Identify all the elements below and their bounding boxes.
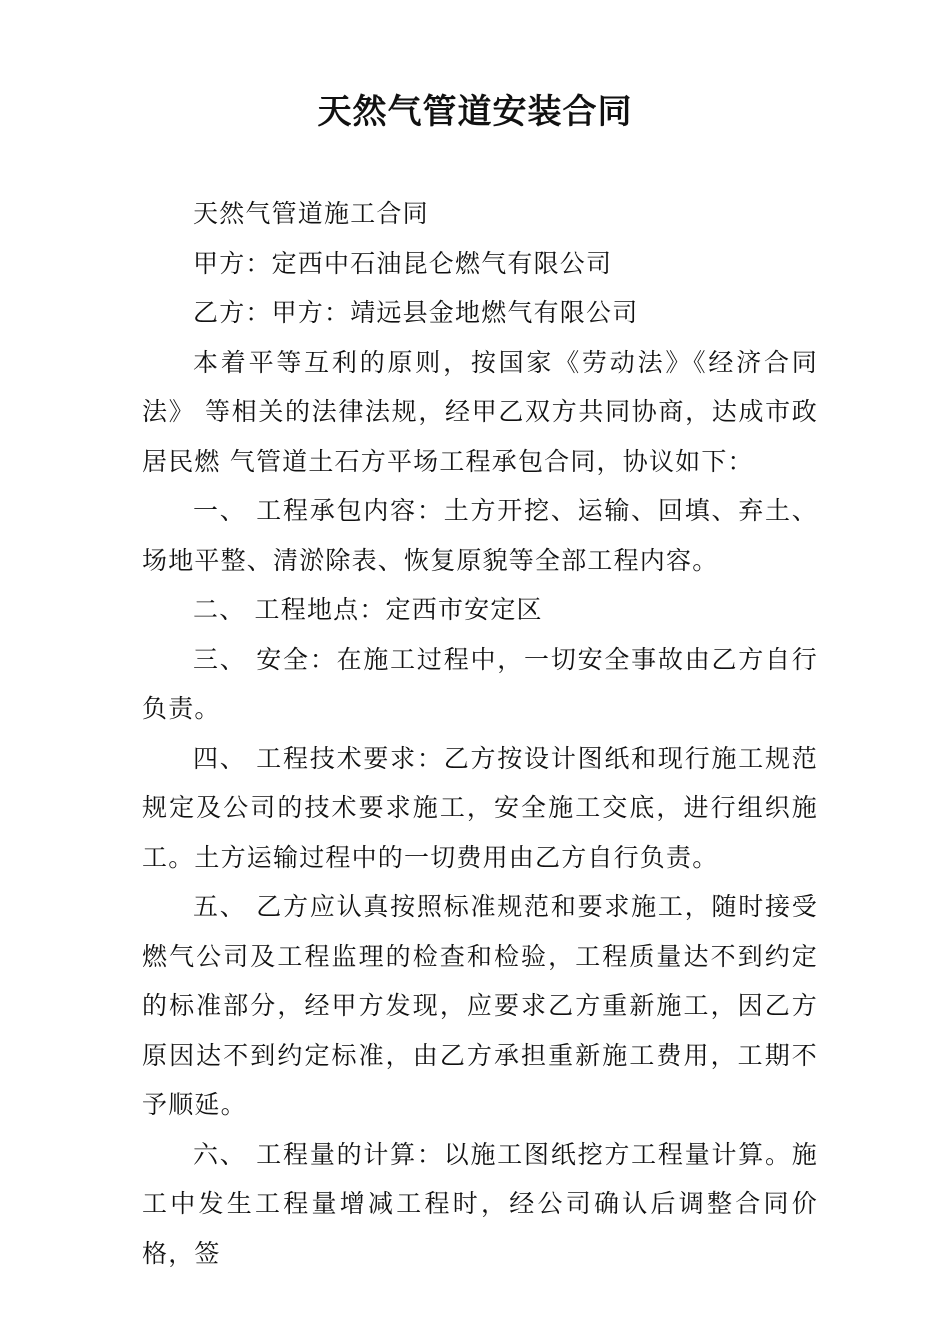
paragraph-clause-4: 四、 工程技术要求：乙方按设计图纸和现行施工规范规定及公司的技术要求施工，安全施工交底，进行组织施工。土方运输过程中的一切费用由乙方自行负责。 — [142, 743, 818, 872]
paragraph-clause-5: 五、 乙方应认真按照标准规范和要求施工，随时接受燃气公司及工程监理的检查和检验，工程质量达不到约定的标准部分，经甲方发现，应要求乙方重新施工，因乙方原因达不到约定标准，由乙方承担重新施工费用，工期不予顺延。 — [142, 892, 818, 1119]
paragraph-party-a: 甲方：定西中石油昆仑燃气有限公司 — [193, 248, 613, 278]
paragraph-clause-3: 三、 安全：在施工过程中，一切安全事故由乙方自行负责。 — [142, 644, 818, 723]
paragraph-clause-2: 二、 工程地点：定西市安定区 — [193, 595, 543, 624]
document-title: 天然气管道安装合同 — [317, 92, 633, 132]
paragraph-clause-1: 一、 工程承包内容：土方开挖、运输、回填、弃土、场地平整、清淤除表、恢复原貌等全部工程内容。 — [142, 496, 818, 575]
paragraph-subtitle: 天然气管道施工合同 — [193, 199, 429, 228]
paragraph-party-b: 乙方：甲方：靖远县金地燃气有限公司 — [193, 298, 639, 327]
paragraph-preamble: 本着平等互利的原则，按国家《劳动法》《经济合同法》 等相关的法律法规，经甲乙双方共同协商，达成市政居民燃 气管道土石方平场工程承包合同，协议如下： — [142, 347, 818, 476]
paragraph-clause-6: 六、 工程量的计算：以施工图纸挖方工程量计算。施工中发生工程量增减工程时，经公司确认后调整合同价格，签 — [142, 1139, 818, 1268]
document-body — [142, 189, 818, 1278]
